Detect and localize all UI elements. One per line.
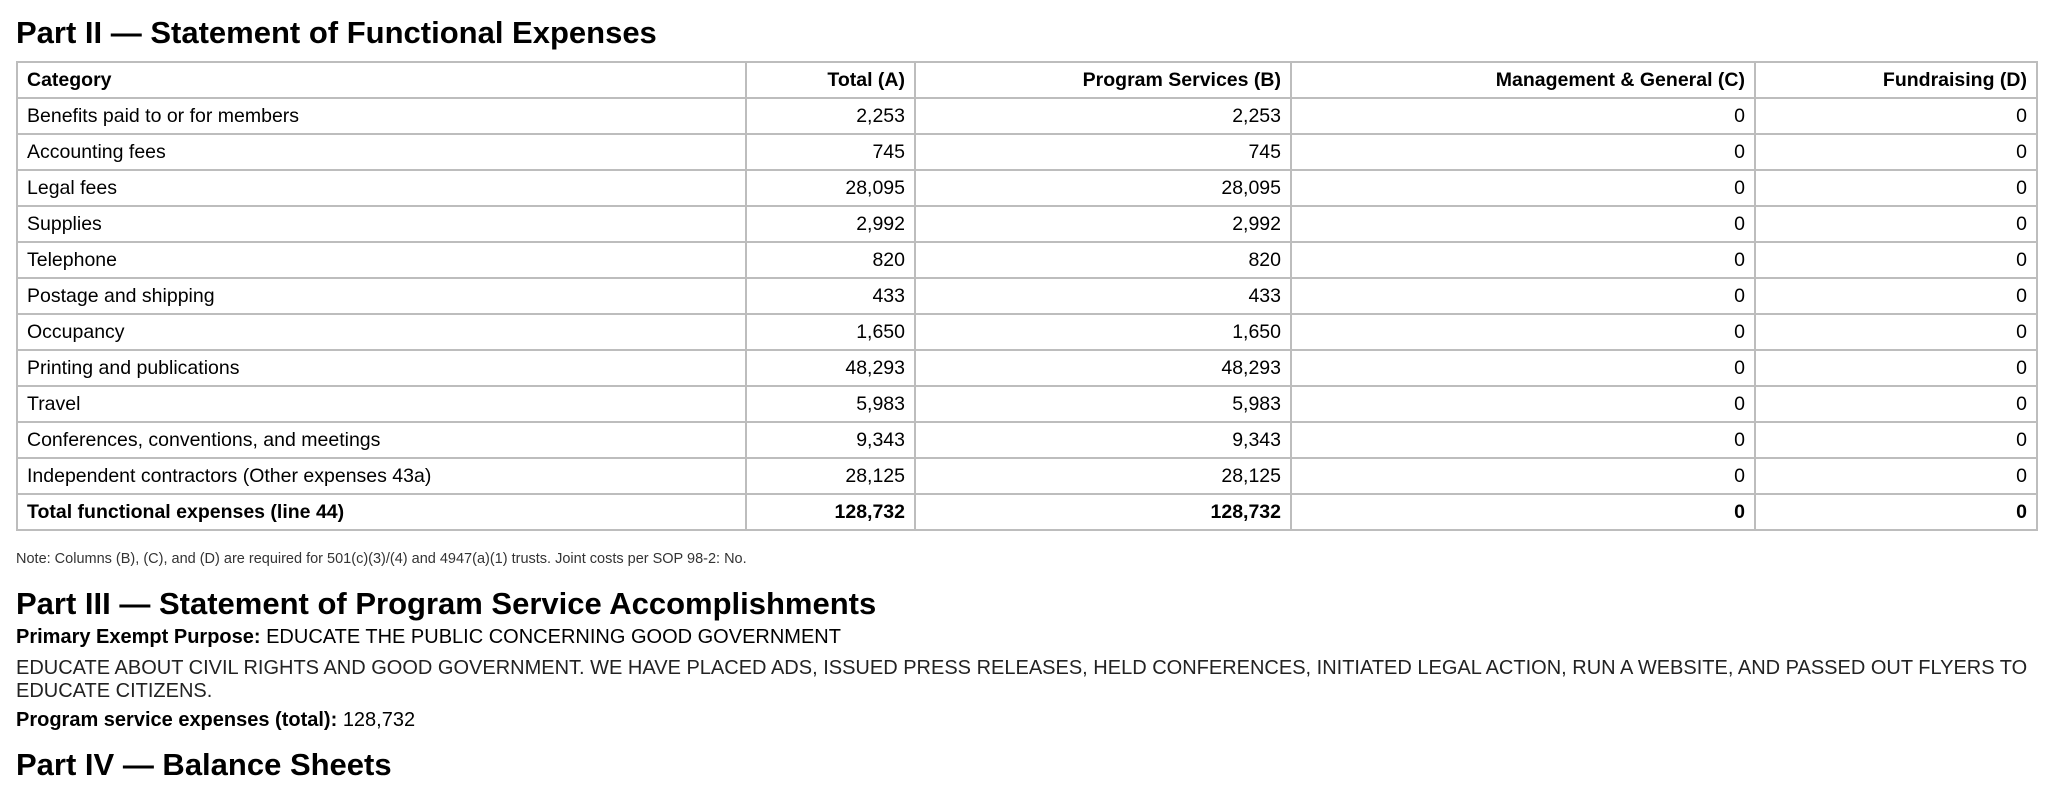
row-value: 0 <box>1755 314 2037 350</box>
row-value: 1,650 <box>746 314 915 350</box>
table-row <box>17 350 2037 386</box>
column-header: Total (A) <box>746 62 915 98</box>
row-value: 745 <box>746 134 915 170</box>
row-value: 28,125 <box>915 458 1291 494</box>
row-value: 48,293 <box>746 350 915 386</box>
row-value: 128,732 <box>746 494 915 530</box>
row-value: 0 <box>1755 494 2037 530</box>
row-value: 2,253 <box>915 98 1291 134</box>
functional-expenses-table <box>16 61 2038 531</box>
row-value: 0 <box>1755 242 2037 278</box>
column-header: Category <box>17 62 746 98</box>
row-value: 5,983 <box>915 386 1291 422</box>
row-value: 0 <box>1291 134 1755 170</box>
table-row <box>17 206 2037 242</box>
primary-purpose-value: EDUCATE THE PUBLIC CONCERNING GOOD GOVERNMENT <box>266 626 841 649</box>
row-value: 0 <box>1291 314 1755 350</box>
program-expenses-label: Program service expenses (total): <box>16 709 338 732</box>
row-category: Telephone <box>17 242 746 278</box>
row-value: 128,732 <box>915 494 1291 530</box>
table-row <box>17 134 2037 170</box>
row-value: 0 <box>1755 458 2037 494</box>
row-value: 0 <box>1291 350 1755 386</box>
table-row <box>17 242 2037 278</box>
row-value: 2,253 <box>746 98 915 134</box>
row-category: Travel <box>17 386 746 422</box>
primary-purpose-label: Primary Exempt Purpose: <box>16 626 261 649</box>
table-row <box>17 458 2037 494</box>
row-value: 9,343 <box>746 422 915 458</box>
row-value: 0 <box>1291 170 1755 206</box>
column-header: Fundraising (D) <box>1755 62 2037 98</box>
part2-title: Part II — Statement of Functional Expenses <box>16 15 657 50</box>
row-category: Legal fees <box>17 170 746 206</box>
row-value: 0 <box>1291 386 1755 422</box>
row-value: 2,992 <box>915 206 1291 242</box>
row-value: 0 <box>1755 170 2037 206</box>
row-value: 28,095 <box>915 170 1291 206</box>
table-row <box>17 386 2037 422</box>
row-category: Accounting fees <box>17 134 746 170</box>
table-row <box>17 170 2037 206</box>
row-value: 0 <box>1291 278 1755 314</box>
row-value: 0 <box>1291 458 1755 494</box>
row-value: 745 <box>915 134 1291 170</box>
row-value: 433 <box>915 278 1291 314</box>
row-category: Supplies <box>17 206 746 242</box>
row-value: 820 <box>915 242 1291 278</box>
row-value: 0 <box>1755 350 2037 386</box>
program-narrative: EDUCATE ABOUT CIVIL RIGHTS AND GOOD GOVERNMENT. WE HAVE PLACED ADS, ISSUED PRESS RELEASES, HELD CONFERENCES, INITIATED LEGAL ACTION, RUN A WEBSITE, AND PASSED OUT FLYERS TO EDUCATE CITIZENS. <box>16 657 2028 703</box>
row-value: 0 <box>1291 242 1755 278</box>
table-row <box>17 278 2037 314</box>
row-value: 5,983 <box>746 386 915 422</box>
row-category: Printing and publications <box>17 350 746 386</box>
program-service-expenses <box>16 709 2032 732</box>
row-value: 0 <box>1291 98 1755 134</box>
row-value: 0 <box>1755 278 2037 314</box>
row-value: 0 <box>1755 422 2037 458</box>
row-value: 0 <box>1291 206 1755 242</box>
table-row <box>17 314 2037 350</box>
row-category: Occupancy <box>17 314 746 350</box>
column-header: Program Services (B) <box>915 62 1291 98</box>
row-value: 0 <box>1755 206 2037 242</box>
row-value: 0 <box>1755 98 2037 134</box>
program-expenses-value: 128,732 <box>342 709 416 732</box>
column-header: Management & General (C) <box>1291 62 1755 98</box>
table-header-row <box>17 62 2037 98</box>
row-category: Independent contractors (Other expenses 43a) <box>17 458 746 494</box>
row-value: 0 <box>1755 386 2037 422</box>
part3-title: Part III — Statement of Program Service Accomplishments <box>16 586 877 622</box>
row-value: 9,343 <box>915 422 1291 458</box>
row-value: 0 <box>1291 494 1755 530</box>
primary-exempt-purpose <box>16 626 2032 649</box>
row-value: 1,650 <box>915 314 1291 350</box>
row-value: 2,992 <box>746 206 915 242</box>
row-value: 28,095 <box>746 170 915 206</box>
row-value: 820 <box>746 242 915 278</box>
row-value: 28,125 <box>746 458 915 494</box>
row-value: 48,293 <box>915 350 1291 386</box>
table-row <box>17 98 2037 134</box>
row-category: Conferences, conventions, and meetings <box>17 422 746 458</box>
row-category: Postage and shipping <box>17 278 746 314</box>
row-category: Total functional expenses (line 44) <box>17 494 746 530</box>
total-row <box>17 494 2037 530</box>
row-value: 0 <box>1755 134 2037 170</box>
part4-title: Part IV — Balance Sheets <box>16 747 392 783</box>
row-value: 433 <box>746 278 915 314</box>
part2-note: Note: Columns (B), (C), and (D) are required for 501(c)(3)/(4) and 4947(a)(1) trusts. Joint costs per SOP 98-2: No. <box>16 551 747 568</box>
table-row <box>17 422 2037 458</box>
row-category: Benefits paid to or for members <box>17 98 746 134</box>
row-value: 0 <box>1291 422 1755 458</box>
